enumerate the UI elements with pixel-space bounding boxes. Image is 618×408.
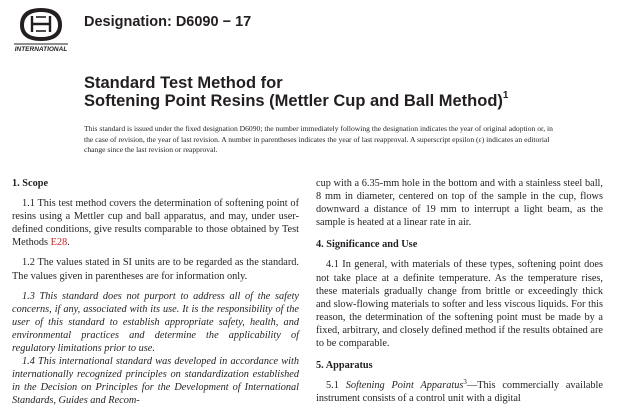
astm-logo — [12, 6, 70, 52]
paragraph-1-2: 1.2 The values stated in SI units are to be regarded as the standard. The values given in parentheses are for information only. — [12, 257, 299, 282]
section-heading-apparatus: 5. Apparatus — [316, 360, 373, 372]
logo-subtext: INTERNATIONAL — [14, 46, 68, 52]
issuance-note: This standard is issued under the fixed designation D6090; the number immediately following the designation indicates the year of original adoption or, in the case of revision, the year of last revision. A number in parentheses indicates the year of last reapproval. A superscript epsilon (ε) indicates an editorial change since the last revision or reapproval. — [84, 124, 553, 155]
paragraph-1-1 — [12, 197, 299, 249]
left-column — [12, 177, 299, 408]
paragraph-1-3: 1.3 This standard does not purport to address all of the safety concerns, if any, associated with its use. It is the responsibility of the user of this standard to establish appropriate safety, health, and environmental practices and determine the applicability of regulatory limitations prior to use. — [12, 290, 299, 355]
designation: Designation: D6090 − 17 — [84, 14, 252, 30]
paragraph-1-4: 1.4 This international standard was developed in accordance with internationally recognized principles on standardization established in the Decision on Principles for the Development of International Standards, Guides and Recom- — [12, 356, 299, 407]
section-heading-scope: 1. Scope — [12, 178, 49, 189]
paragraph-1-1-text: 1.1 This test method covers the determination of softening point of resins using a Mettler cup and ball apparatus, and may, under user-defined conditions, give results comparable to those obtained by Test Methods — [12, 198, 299, 249]
paragraph-1-1-end: . — [67, 237, 70, 249]
title-line-1: Standard Test Method for — [84, 74, 283, 92]
right-column — [316, 177, 603, 405]
paragraph-4-1: 4.1 In general, with materials of these types, softening point does not take place at a definite temperature. As the temperature rises, these materials gradually change from brittle or exceedingly thick and slow-flowing materials to softer and less viscous liquids. For this reason, the determination of the softening point must be made by a fixed, arbitrary, and closely defined method if the results obtained are to be comparable. — [316, 259, 603, 350]
section-heading-significance: 4. Significance and Use — [316, 239, 418, 251]
title-footnote-mark[interactable]: 1 — [502, 90, 509, 101]
title-line-2-text: Softening Point Resins (Mettler Cup and Ball Method) — [84, 92, 503, 110]
astm-logo-mark — [20, 8, 62, 41]
standard-title — [84, 74, 508, 110]
paragraph-5-1 — [316, 379, 603, 405]
title-line-2 — [84, 92, 508, 110]
paragraph-5-1-text: —This commercially available instrument consists of a control unit with a digital — [316, 380, 603, 405]
paragraph-5-1-term: Softening Point Apparatus — [345, 380, 464, 392]
link-e28[interactable]: E28 — [50, 237, 68, 249]
paragraph-3-continuation: cup with a 6.35-mm hole in the bottom and with a stainless steel ball, 8 mm in diameter, centered on top of the sample in the cup, flows downward a distance of 19 mm to interrupt a light beam, as the sample is heated at a linear rate in air. — [316, 178, 603, 229]
footnote-mark-3[interactable]: 3 — [463, 378, 467, 387]
paragraph-5-1-number: 5.1 — [326, 380, 346, 392]
